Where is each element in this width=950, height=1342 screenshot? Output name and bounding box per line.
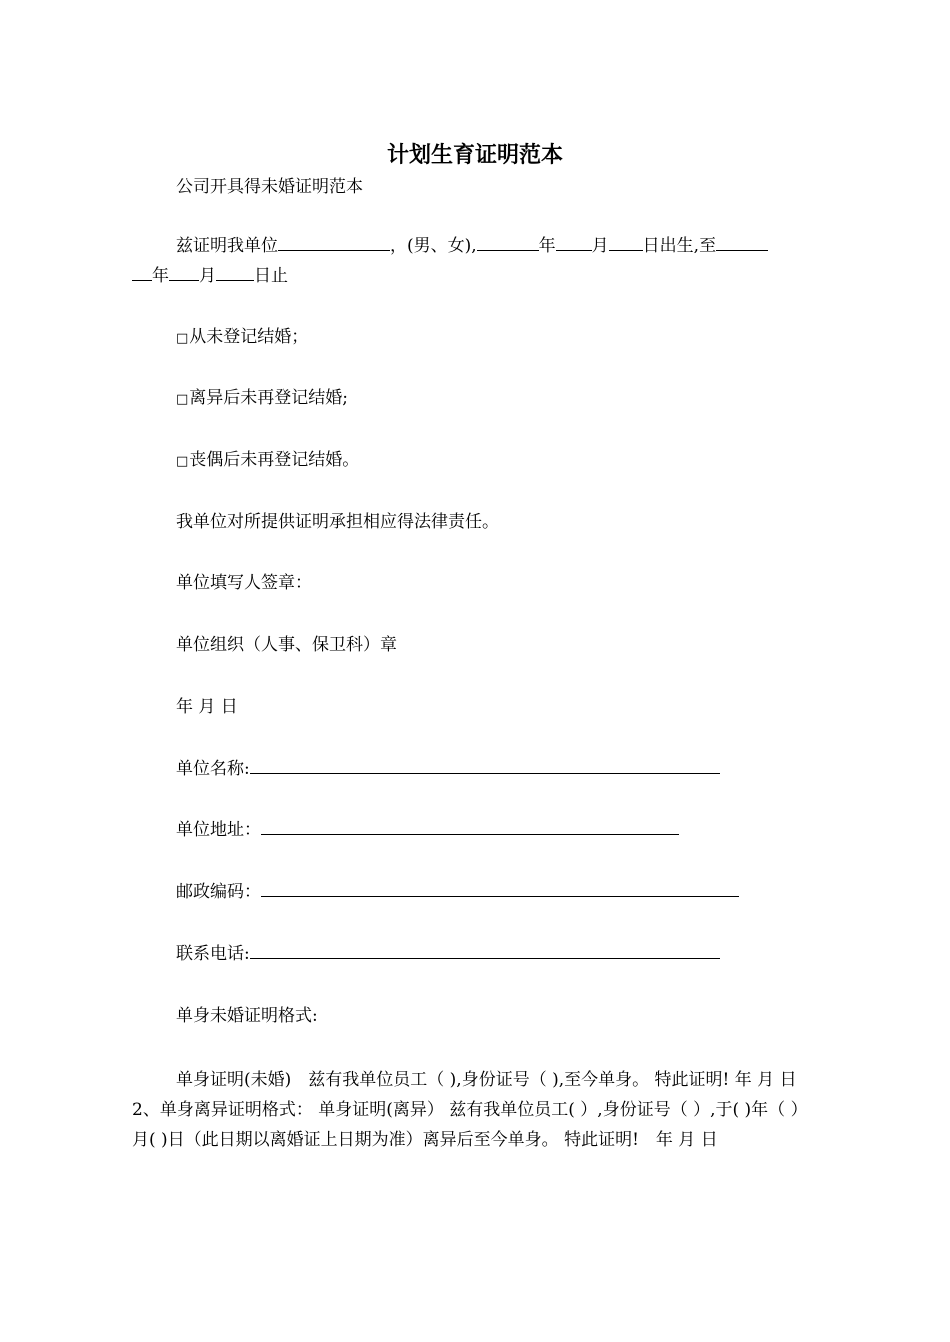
unit-address-field (176, 818, 679, 842)
unit-name-field (176, 757, 720, 781)
until-year-blank-1 (716, 234, 768, 251)
certification-paragraph (132, 231, 822, 291)
phone-label: 联系电话: (176, 944, 250, 964)
birth-year-blank (477, 234, 539, 251)
year-label: 年 (538, 236, 556, 256)
unit-address-label: 单位地址： (176, 820, 261, 840)
unit-name-blank (250, 757, 720, 774)
until-year-blank-2 (132, 264, 152, 281)
phone-blank (250, 942, 720, 959)
option-divorced: □ 离异后未再登记结婚; (176, 386, 348, 412)
org-seal-line: 单位组织（人事、保卫科）章 (176, 635, 397, 655)
birth-day-blank (609, 234, 643, 251)
birth-month-blank (556, 234, 592, 251)
postal-code-blank (261, 880, 739, 897)
postal-code-field (176, 880, 739, 904)
option-widowed: □ 丧偶后未再登记结婚。 (176, 448, 359, 474)
until-month-blank (169, 264, 199, 281)
unit-blank (278, 234, 390, 251)
page-title: 计划生育证明范本 (386, 142, 563, 168)
postal-code-label: 邮政编码： (176, 882, 261, 902)
cert-gender: ，(男、女), (390, 236, 477, 256)
subtitle: 公司开具得未婚证明范本 (176, 177, 363, 197)
unit-name-label: 单位名称: (176, 759, 250, 779)
year-label-2: 年 (152, 266, 169, 286)
unit-address-blank (261, 818, 679, 835)
cert-lead: 兹证明我单位 (176, 236, 278, 256)
born-label: 日出生,至 (642, 236, 717, 256)
format-paragraph (132, 1065, 822, 1155)
phone-field (176, 942, 720, 966)
format-heading: 单身未婚证明格式: (176, 1006, 318, 1026)
date-line: 年 月 日 (176, 697, 238, 717)
format-text: 单身证明(未婚) 兹有我单位员工（ ),身份证号（ ),至今单身。 特此证明! 年 月 日2、单身离异证明格式： 单身证明(离异） 兹有我单位员工( ）,身份证号（ ）,于( )年（ ）月( )日（此日期以离婚证上日期为准）离异后至今单身。 特此证明! 年 月 日 (132, 1070, 808, 1150)
month-label: 月 (591, 236, 609, 256)
responsibility-statement: 我单位对所提供证明承担相应得法律责任。 (176, 512, 499, 532)
signer-line: 单位填写人签章： (176, 573, 312, 593)
end-label: 日止 (254, 266, 288, 286)
month-label-2: 月 (199, 266, 216, 286)
until-day-blank (216, 264, 254, 281)
option-never-married: □ 从未登记结婚； (176, 325, 308, 351)
